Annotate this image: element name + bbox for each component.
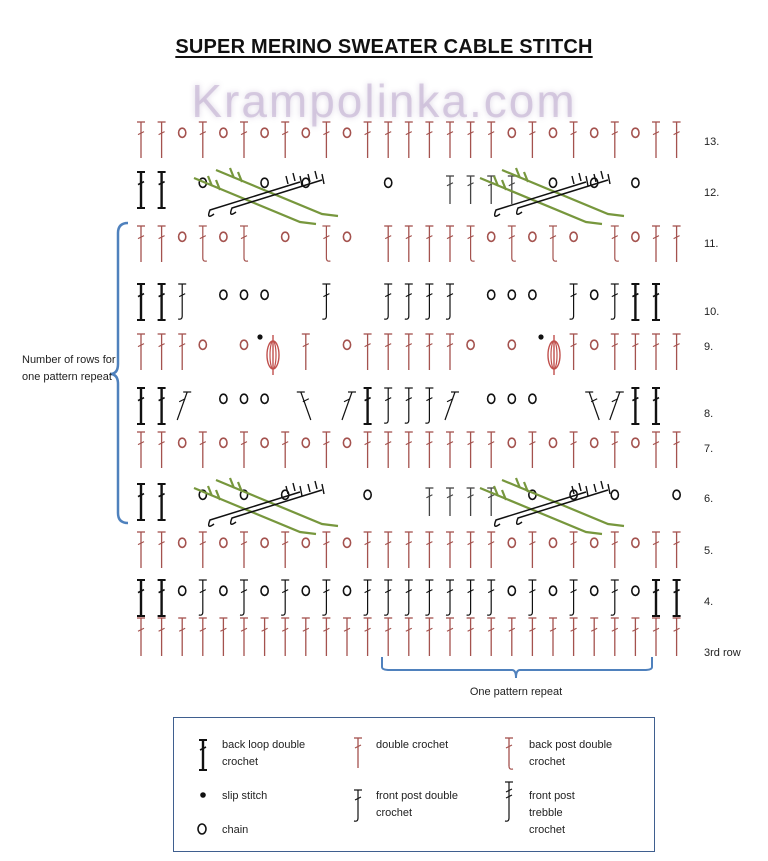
chart-row-11 bbox=[137, 226, 681, 262]
legend-fp-dc: front post double crochet bbox=[376, 790, 458, 819]
bobble-stitch bbox=[548, 335, 560, 375]
repeat-rows-note: Number of rows for one pattern repeat bbox=[22, 354, 116, 383]
chart-row-3 bbox=[137, 618, 681, 656]
chart-row-6 bbox=[137, 484, 680, 520]
legend-blo-dc: back loop double crochet bbox=[222, 739, 306, 768]
chain-icon bbox=[196, 822, 208, 836]
cable-cross bbox=[194, 478, 338, 534]
row-label: 9. bbox=[704, 341, 714, 353]
chart-row-7 bbox=[137, 432, 681, 468]
cable-cross bbox=[194, 168, 338, 224]
row-label: 12. bbox=[704, 187, 720, 199]
slip-stitch-mark bbox=[257, 334, 262, 339]
legend-fp-tr: front post trebble crochet bbox=[529, 790, 575, 836]
chart-row-8 bbox=[137, 388, 660, 424]
row-label: 4. bbox=[704, 596, 714, 608]
fp-dc-icon bbox=[351, 788, 365, 822]
legend-slip-stitch: slip stitch bbox=[222, 790, 268, 802]
row-label: 13. bbox=[704, 136, 720, 148]
chart-title: SUPER MERINO SWEATER CABLE STITCH bbox=[175, 36, 593, 58]
cable-cross bbox=[480, 478, 624, 534]
row-label: 5. bbox=[704, 545, 714, 557]
chart-row-5 bbox=[137, 532, 681, 568]
blo-dc-icon bbox=[196, 738, 210, 772]
chart-row-10 bbox=[137, 284, 660, 320]
fp-tr-icon bbox=[502, 780, 516, 822]
row-label: 6. bbox=[704, 493, 714, 505]
pattern-repeat-note: One pattern repeat bbox=[469, 686, 563, 698]
chart-row-4 bbox=[137, 580, 681, 616]
row-label: 7. bbox=[704, 443, 714, 455]
slip-stitch-mark bbox=[538, 334, 543, 339]
chart-row-9 bbox=[137, 334, 681, 370]
chart-row-12 bbox=[137, 172, 639, 208]
watermark: Krampolinka.com bbox=[191, 75, 577, 127]
row-label: 10. bbox=[704, 306, 720, 318]
slip-stitch-icon bbox=[199, 791, 207, 799]
row-label: 11. bbox=[704, 238, 719, 250]
legend-bp-dc: back post double crochet bbox=[529, 739, 613, 768]
bobble-stitch bbox=[267, 335, 279, 375]
row-label: 8. bbox=[704, 408, 714, 420]
chart-row-13 bbox=[137, 122, 681, 158]
legend-dc: double crochet bbox=[376, 739, 449, 751]
bp-dc-icon bbox=[502, 736, 516, 770]
row-labels bbox=[704, 136, 741, 659]
cable-cross bbox=[480, 168, 624, 224]
pattern-repeat-bracket bbox=[382, 657, 652, 678]
row-label: 3rd row bbox=[704, 647, 741, 659]
legend-chain: chain bbox=[222, 824, 249, 836]
stitch-grid bbox=[137, 122, 681, 656]
legend-box bbox=[173, 717, 655, 852]
dc-icon bbox=[351, 736, 365, 770]
